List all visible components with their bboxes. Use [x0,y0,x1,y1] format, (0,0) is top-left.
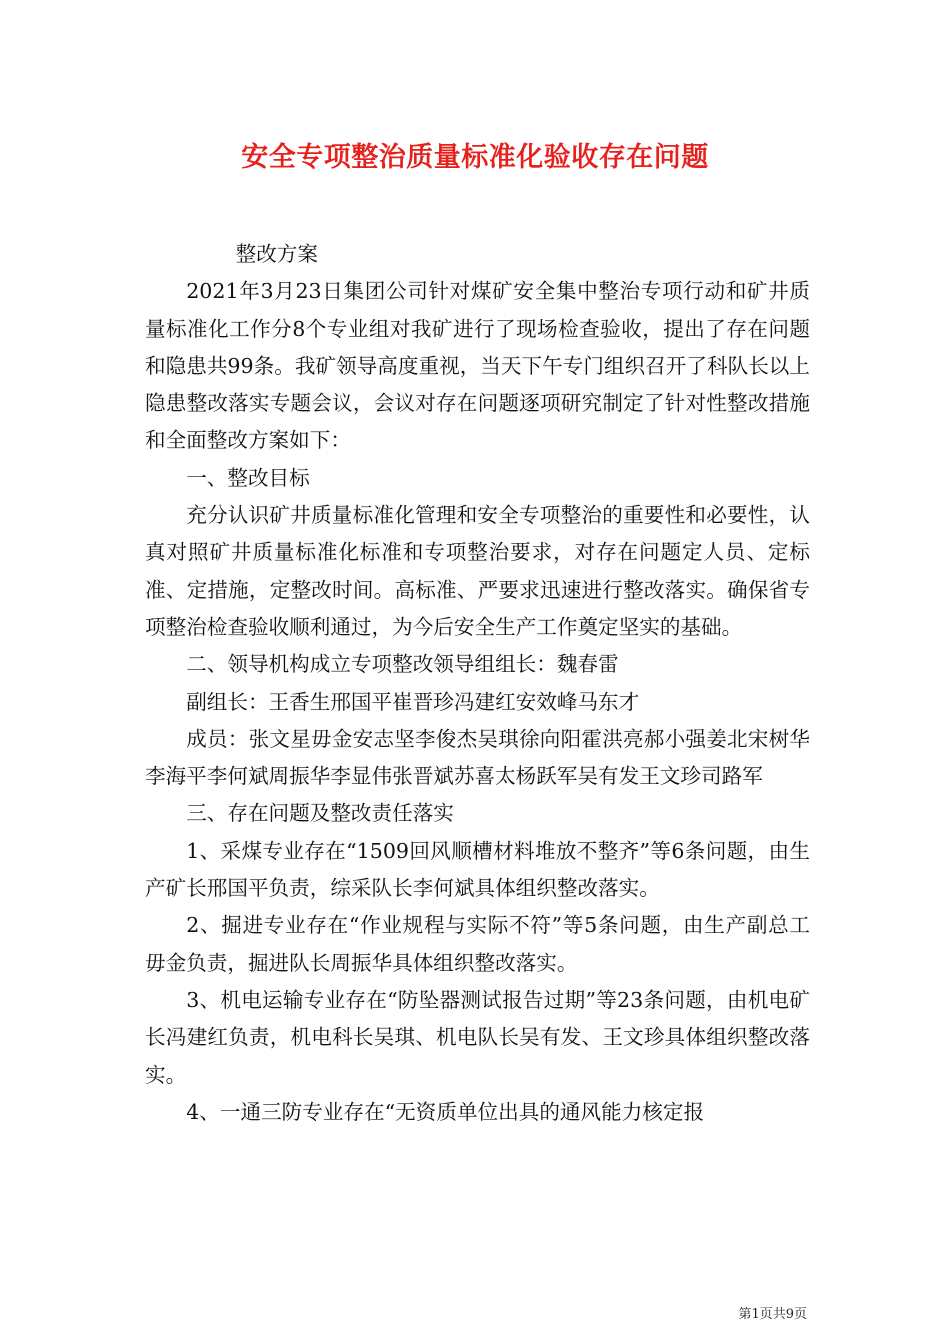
document-title: 安全专项整治质量标准化验收存在问题 [241,142,709,173]
subtitle-paragraph: 整改方案 [235,242,318,266]
issue-item-4: 4、一通三防专业存在“无资质单位出具的通风能力核定报 [186,1099,705,1124]
issue-item-2: 2、掘进专业存在“作业规程与实际不符”等5条问题，由生产副总工毋金负责，掘进队长周振华具体组织整改落实。 [145,913,810,975]
intro-paragraph: 2021年3月23日集团公司针对煤矿安全集中整治专项行动和矿井质量标准化工作分8个专业组对我矿进行了现场检查验收，提出了存在问题和隐患共99条。我矿领导高度重视，当天下午专门组织召开了科队长以上隐患整改落实专题会议，会议对存在问题逐项研究制定了针对性整改措施和全面整改方案如下： [145,279,810,453]
goal-paragraph: 充分认识矿井质量标准化管理和安全专项整治的重要性和必要性，认真对照矿井质量标准化标准和专项整治要求，对存在问题定人员、定标准、定措施，定整改时间。高标准、严要求迅速进行整改落实。确保省专项整治检查验收顺利通过，为今后安全生产工作奠定坚实的基础。 [145,503,810,639]
issue-item-3: 3、机电运输专业存在“防坠器测试报告过期”等23条问题，由机电矿长冯建红负责，机电科长吴琪、机电队长吴有发、王文珍具体组织整改落实。 [145,987,810,1087]
issue-item-1: 1、采煤专业存在“1509回风顺槽材料堆放不整齐”等6条问题，由生产矿长邢国平负责，综采队长李何斌具体组织整改落实。 [145,838,810,901]
section-heading-2: 二、领导机构成立专项整改领导组组长：魏春雷 [186,652,619,677]
deputy-leaders-paragraph: 副组长：王香生邢国平崔晋珍冯建红安效峰马东才 [186,689,640,714]
document-body [145,236,810,1131]
section-heading-1: 一、整改目标 [186,465,310,490]
members-paragraph: 成员：张文星毋金安志坚李俊杰吴琪徐向阳霍洪亮郝小强姜北宋树华李海平李何斌周振华李显伟张晋斌苏喜太杨跃军吴有发王文珍司路军 [145,726,810,789]
section-heading-3: 三、存在问题及整改责任落实 [186,801,454,826]
page-number: 第1页共9页 [738,1307,807,1322]
